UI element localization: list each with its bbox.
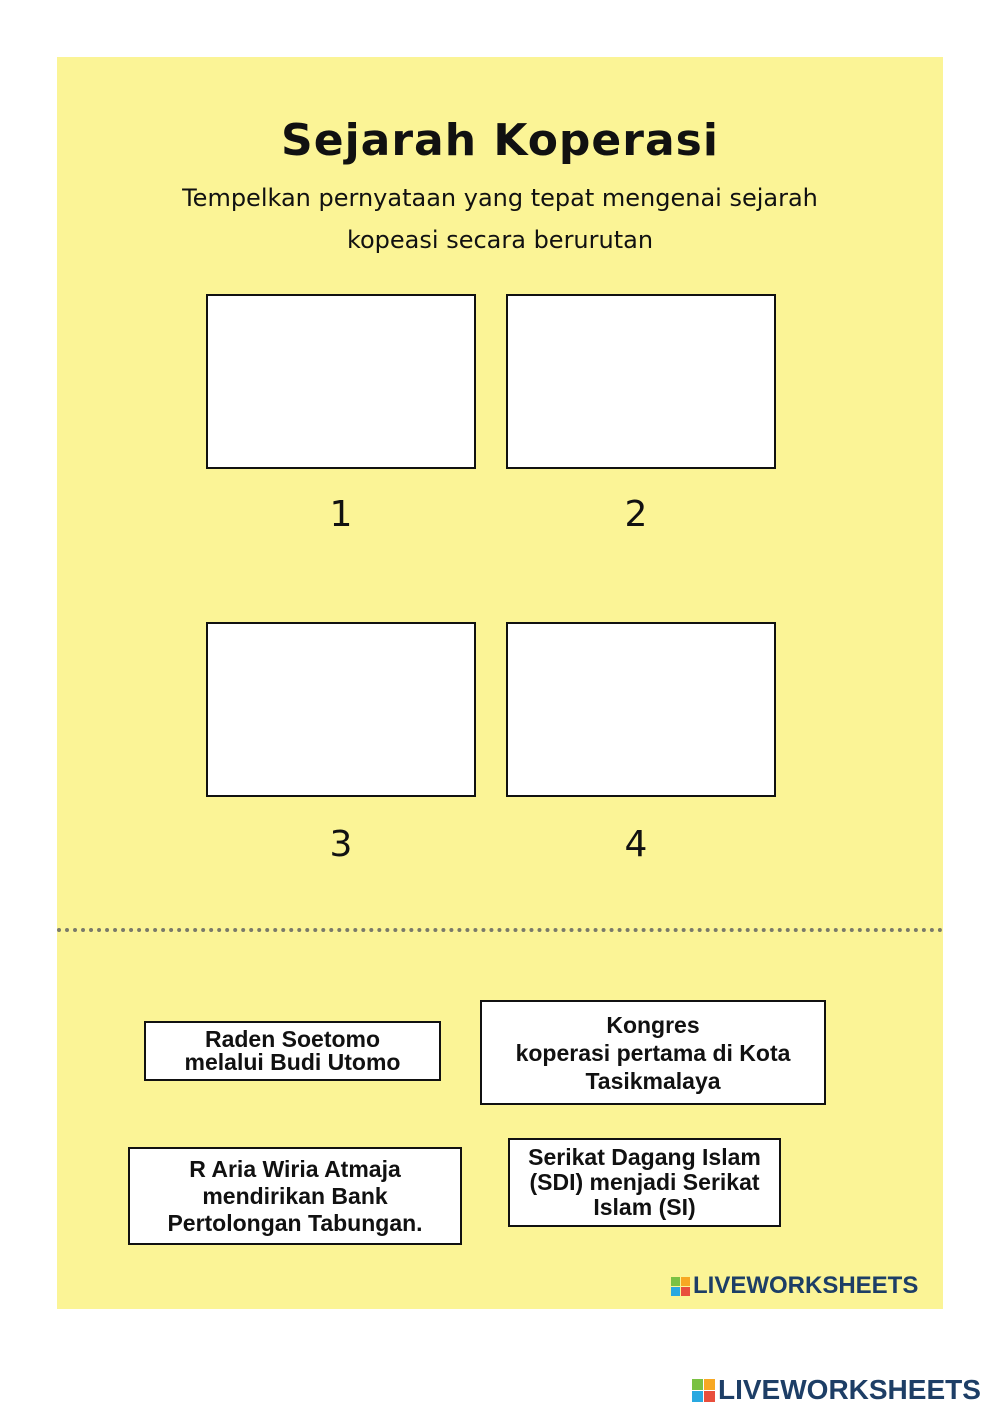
drop-slot-2[interactable] xyxy=(506,294,776,469)
footer-liveworksheets-wordmark: LIVEWORKSHEETS xyxy=(718,1374,981,1405)
drop-slot-3[interactable] xyxy=(206,622,476,797)
worksheet-title: Sejarah Koperasi xyxy=(281,115,719,166)
slot-number-3: 3 xyxy=(329,824,353,865)
draggable-card-4[interactable]: Serikat Dagang Islam (SDI) menjadi Serikat Islam (SI) xyxy=(508,1138,781,1227)
draggable-card-1[interactable]: Raden Soetomo melalui Budi Utomo xyxy=(144,1021,441,1081)
liveworksheets-logo xyxy=(671,1272,918,1300)
worksheet-page xyxy=(57,57,943,1309)
drop-slot-4[interactable] xyxy=(506,622,776,797)
worksheet-instruction: Tempelkan pernyataan yang tepat mengenai sejarah kopeasi secara berurutan xyxy=(182,184,818,254)
draggable-card-3[interactable]: R Aria Wiria Atmaja mendirikan Bank Pertolongan Tabungan. xyxy=(128,1147,462,1245)
footer-liveworksheets-logo[interactable] xyxy=(692,1374,981,1406)
cut-line-divider xyxy=(57,928,943,932)
drop-slot-1[interactable] xyxy=(206,294,476,469)
slot-number-1: 1 xyxy=(329,494,353,535)
slot-number-2: 2 xyxy=(624,494,648,535)
slot-number-4: 4 xyxy=(624,824,648,865)
liveworksheets-icon xyxy=(692,1379,715,1402)
draggable-card-2[interactable]: Kongres koperasi pertama di Kota Tasikmalaya xyxy=(480,1000,826,1105)
liveworksheets-icon xyxy=(671,1277,690,1296)
liveworksheets-wordmark: LIVEWORKSHEETS xyxy=(693,1272,919,1299)
